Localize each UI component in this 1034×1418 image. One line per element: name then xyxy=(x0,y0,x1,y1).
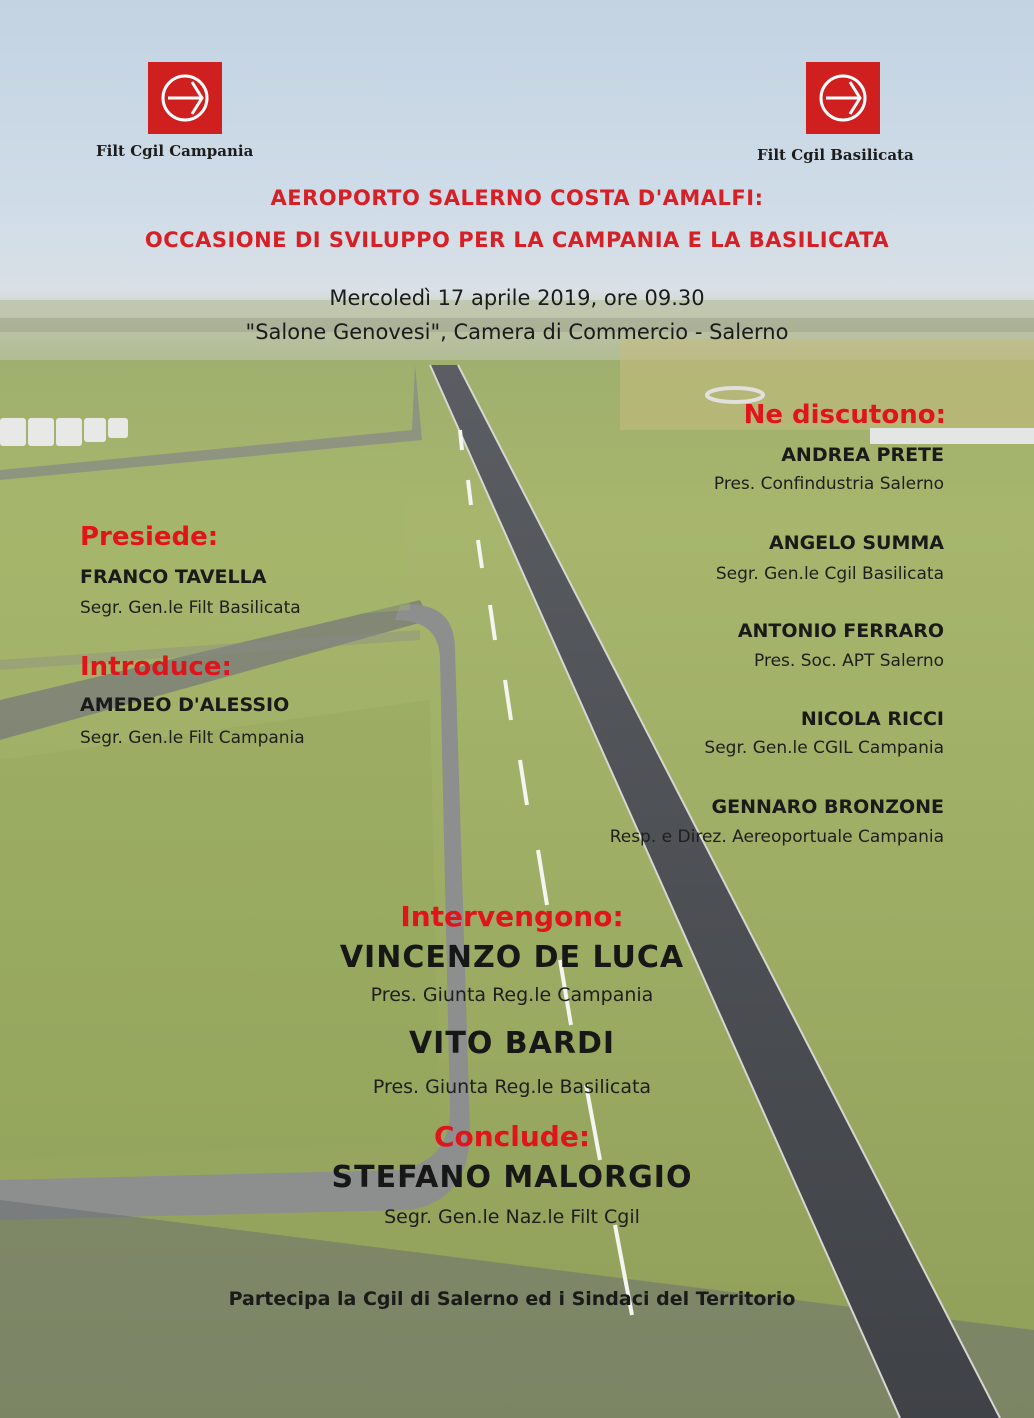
speaker-role: Pres. Giunta Reg.le Basilicata xyxy=(372,1076,652,1098)
event-date: Mercoledì 17 aprile 2019, ore 09.30 xyxy=(329,286,705,310)
speaker-role: Pres. Giunta Reg.le Campania xyxy=(370,984,654,1006)
discussants-heading: Ne discutono: xyxy=(743,400,946,430)
filt-cgil-logo-right xyxy=(806,62,880,134)
discussant-role: Pres. Soc. APT Salerno xyxy=(754,651,944,671)
logo-caption-right: Filt Cgil Basilicata xyxy=(757,146,914,164)
discussant-name: ANGELO SUMMA xyxy=(768,532,944,554)
introduce-name: AMEDEO D'ALESSIO xyxy=(80,694,290,716)
discussant-name: ANDREA PRETE xyxy=(781,444,944,466)
filt-cgil-emblem-icon xyxy=(148,62,222,134)
filt-cgil-emblem-icon xyxy=(806,62,880,134)
title-line-2: OCCASIONE DI SVILUPPO PER LA CAMPANIA E LA BASILICATA xyxy=(144,228,890,252)
discussant-name: ANTONIO FERRARO xyxy=(737,620,944,642)
discussant-name: GENNARO BRONZONE xyxy=(711,796,944,818)
presiede-heading: Presiede: xyxy=(80,522,219,552)
speaker-name: VINCENZO DE LUCA xyxy=(339,940,685,975)
filt-cgil-logo-left xyxy=(148,62,222,134)
discussant-role: Segr. Gen.le Cgil Basilicata xyxy=(715,564,944,584)
discussant-role: Resp. e Direz. Aereoportuale Campania xyxy=(609,827,944,847)
conclude-heading: Conclude: xyxy=(433,1120,591,1153)
presiede-name: FRANCO TAVELLA xyxy=(80,566,267,588)
title-line-1: AEROPORTO SALERNO COSTA D'AMALFI: xyxy=(270,186,764,210)
footer-note: Partecipa la Cgil di Salerno ed i Sindaci del Territorio xyxy=(228,1288,796,1310)
speaker-name: VITO BARDI xyxy=(408,1026,616,1061)
intervengono-heading: Intervengono: xyxy=(400,900,624,933)
discussant-name: NICOLA RICCI xyxy=(800,708,944,730)
discussant-role: Segr. Gen.le CGIL Campania xyxy=(704,738,944,758)
conclude-role: Segr. Gen.le Naz.le Filt Cgil xyxy=(384,1206,640,1228)
introduce-heading: Introduce: xyxy=(80,652,232,682)
conclude-name: STEFANO MALORGIO xyxy=(331,1160,693,1195)
presiede-role: Segr. Gen.le Filt Basilicata xyxy=(80,598,301,618)
logo-caption-left: Filt Cgil Campania xyxy=(96,142,254,160)
discussant-role: Pres. Confindustria Salerno xyxy=(713,474,944,494)
event-venue: "Salone Genovesi", Camera di Commercio - Salerno xyxy=(245,320,789,344)
introduce-role: Segr. Gen.le Filt Campania xyxy=(80,728,305,748)
